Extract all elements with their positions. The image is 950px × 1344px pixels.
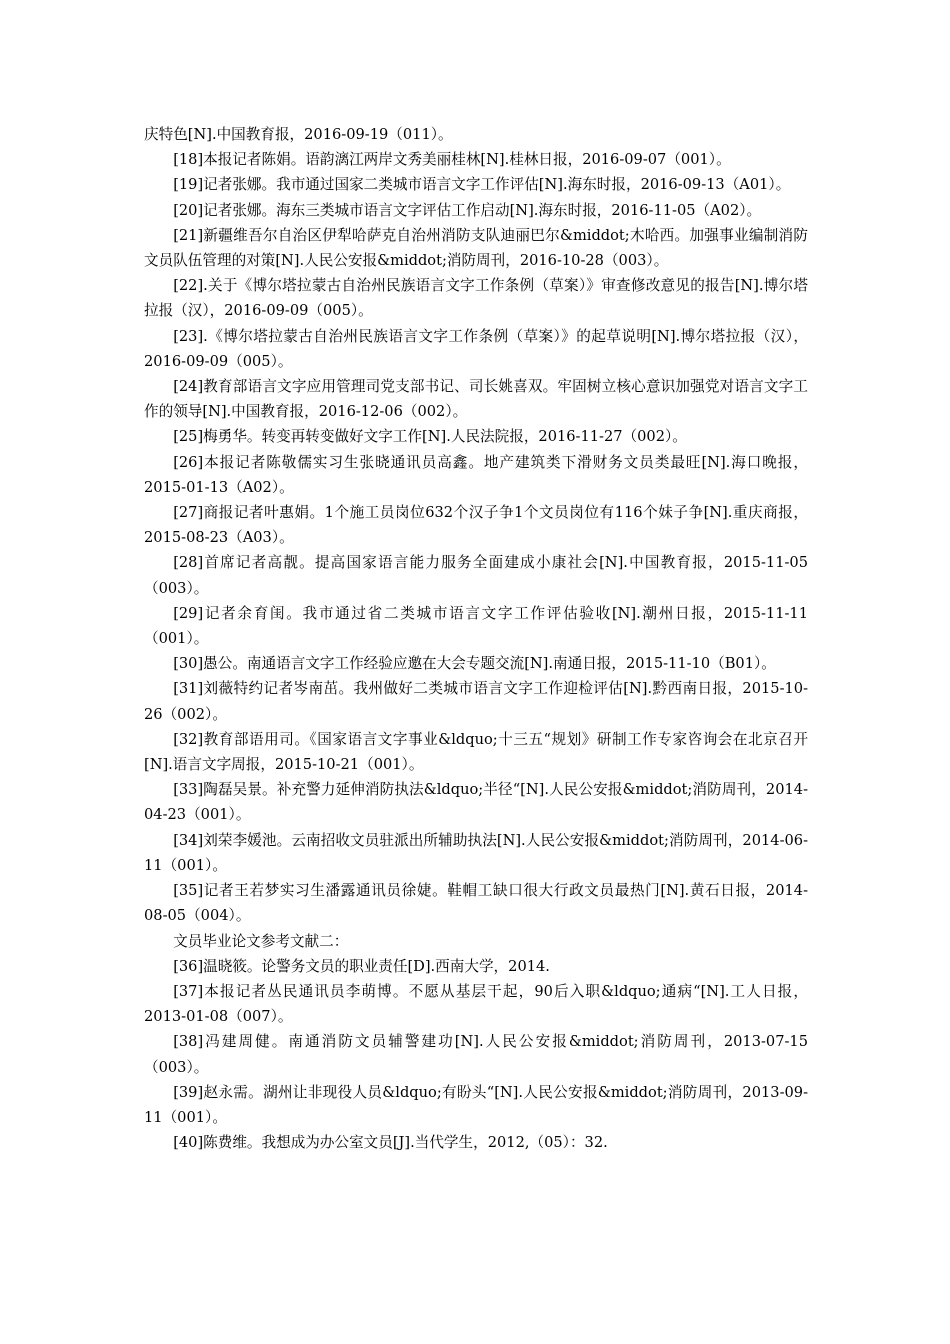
reference-entry-32: [32]教育部语用司。《国家语言文字事业&ldquo;十三五“规划》研制工作专家咨询会在北京召开[N].语言文字周报，2015-10-21（001）。 — [144, 730, 808, 774]
reference-entry-36: [36]温晓筱。论警务文员的职业责任[D].西南大学，2014. — [173, 957, 550, 975]
reference-entry-29: [29]记者余育闺。我市通过省二类城市语言文字工作评估验收[N].潮州日报，2015-11-11（001）。 — [144, 604, 808, 648]
reference-entry-27: [27]商报记者叶惠娟。1个施工员岗位632个汉子争1个文员岗位有116个妹子争[N].重庆商报，2015-08-23（A03）。 — [144, 504, 808, 547]
reference-entry-28: [28]首席记者高靓。提高国家语言能力服务全面建成小康社会[N].中国教育报，2015-11-05（003）。 — [144, 554, 808, 597]
reference-entry-24: [24]教育部语言文字应用管理司党支部书记、司长姚喜双。牢固树立核心意识加强党对语言文字工作的领导[N].中国教育报，2016-12-06（002）。 — [144, 378, 808, 421]
reference-entry-30: [30]愚公。南通语言文字工作经验应邀在大会专题交流[N].南通日报，2015-11-10（B01）。 — [173, 655, 776, 673]
reference-entry-22: [22].关于《博尔塔拉蒙古自治州民族语言文字工作条例（草案）》审查修改意见的报告[N].博尔塔拉报（汉），2016-09-09（005）。 — [144, 277, 808, 320]
reference-entry-18: [18]本报记者陈娟。语韵漓江两岸文秀美丽桂林[N].桂林日报，2016-09-07（001）。 — [173, 151, 731, 169]
section-heading: 文员毕业论文参考文献二： — [173, 932, 349, 950]
reference-entry-34: [34]刘荣李媛池。云南招收文员驻派出所辅助执法[N].人民公安报&middot;消防周刊，2014-06-11（001）。 — [144, 831, 808, 874]
reference-entry-35: [35]记者王若梦实习生潘露通讯员徐婕。鞋帽工缺口很大行政文员最热门[N].黄石日报，2014-08-05（004）。 — [144, 882, 808, 925]
reference-entry-38: [38]冯建周健。南通消防文员辅警建功[N].人民公安报&middot;消防周刊，2013-07-15（003）。 — [144, 1033, 808, 1076]
reference-entry-19: [19]记者张娜。我市通过国家二类城市语言文字工作评估[N].海东时报，2016-09-13（A01）。 — [173, 176, 791, 194]
reference-entry-33: [33]陶磊吴景。补充警力延伸消防执法&ldquo;半径“[N].人民公安报&middot;消防周刊，2014-04-23（001）。 — [144, 781, 808, 824]
reference-entry-23: [23].《博尔塔拉蒙古自治州民族语言文字工作条例（草案）》的起草说明[N].博尔塔拉报（汉），2016-09-09（005）。 — [144, 327, 808, 370]
reference-list — [144, 122, 808, 1155]
reference-entry-39: [39]赵永需。湖州让非现役人员&ldquo;有盼头“[N].人民公安报&middot;消防周刊，2013-09-11（001）。 — [144, 1083, 808, 1126]
reference-entry-21: [21]新疆维吾尔自治区伊犁哈萨克自治州消防支队迪丽巴尔&middot;木哈西。加强事业编制消防文员队伍管理的对策[N].人民公安报&middot;消防周刊，2016-10-28（003）。 — [144, 226, 808, 270]
reference-entry-40: [40]陈费维。我想成为办公室文员[J].当代学生，2012,（05）：32. — [173, 1134, 608, 1152]
reference-entry-continued: 庆特色[N].中国教育报，2016-09-19（011）。 — [144, 126, 453, 143]
reference-entry-20: [20]记者张娜。海东三类城市语言文字评估工作启动[N].海东时报，2016-11-05（A02）。 — [173, 201, 762, 219]
reference-entry-26: [26]本报记者陈敬儒实习生张晓通讯员高鑫。地产建筑类下滑财务文员类最旺[N].海口晚报，2015-01-13（A02）。 — [144, 453, 808, 496]
reference-entry-31: [31]刘薇特约记者岑南茁。我州做好二类城市语言文字工作迎检评估[N].黔西南日报，2015-10-26（002）。 — [144, 680, 808, 723]
reference-entry-25: [25]梅勇华。转变再转变做好文字工作[N].人民法院报，2016-11-27（002）。 — [173, 428, 687, 446]
reference-entry-37: [37]本报记者丛民通讯员李萌博。不愿从基层干起，90后入职&ldquo;通病“[N].工人日报，2013-01-08（007）。 — [144, 982, 808, 1026]
